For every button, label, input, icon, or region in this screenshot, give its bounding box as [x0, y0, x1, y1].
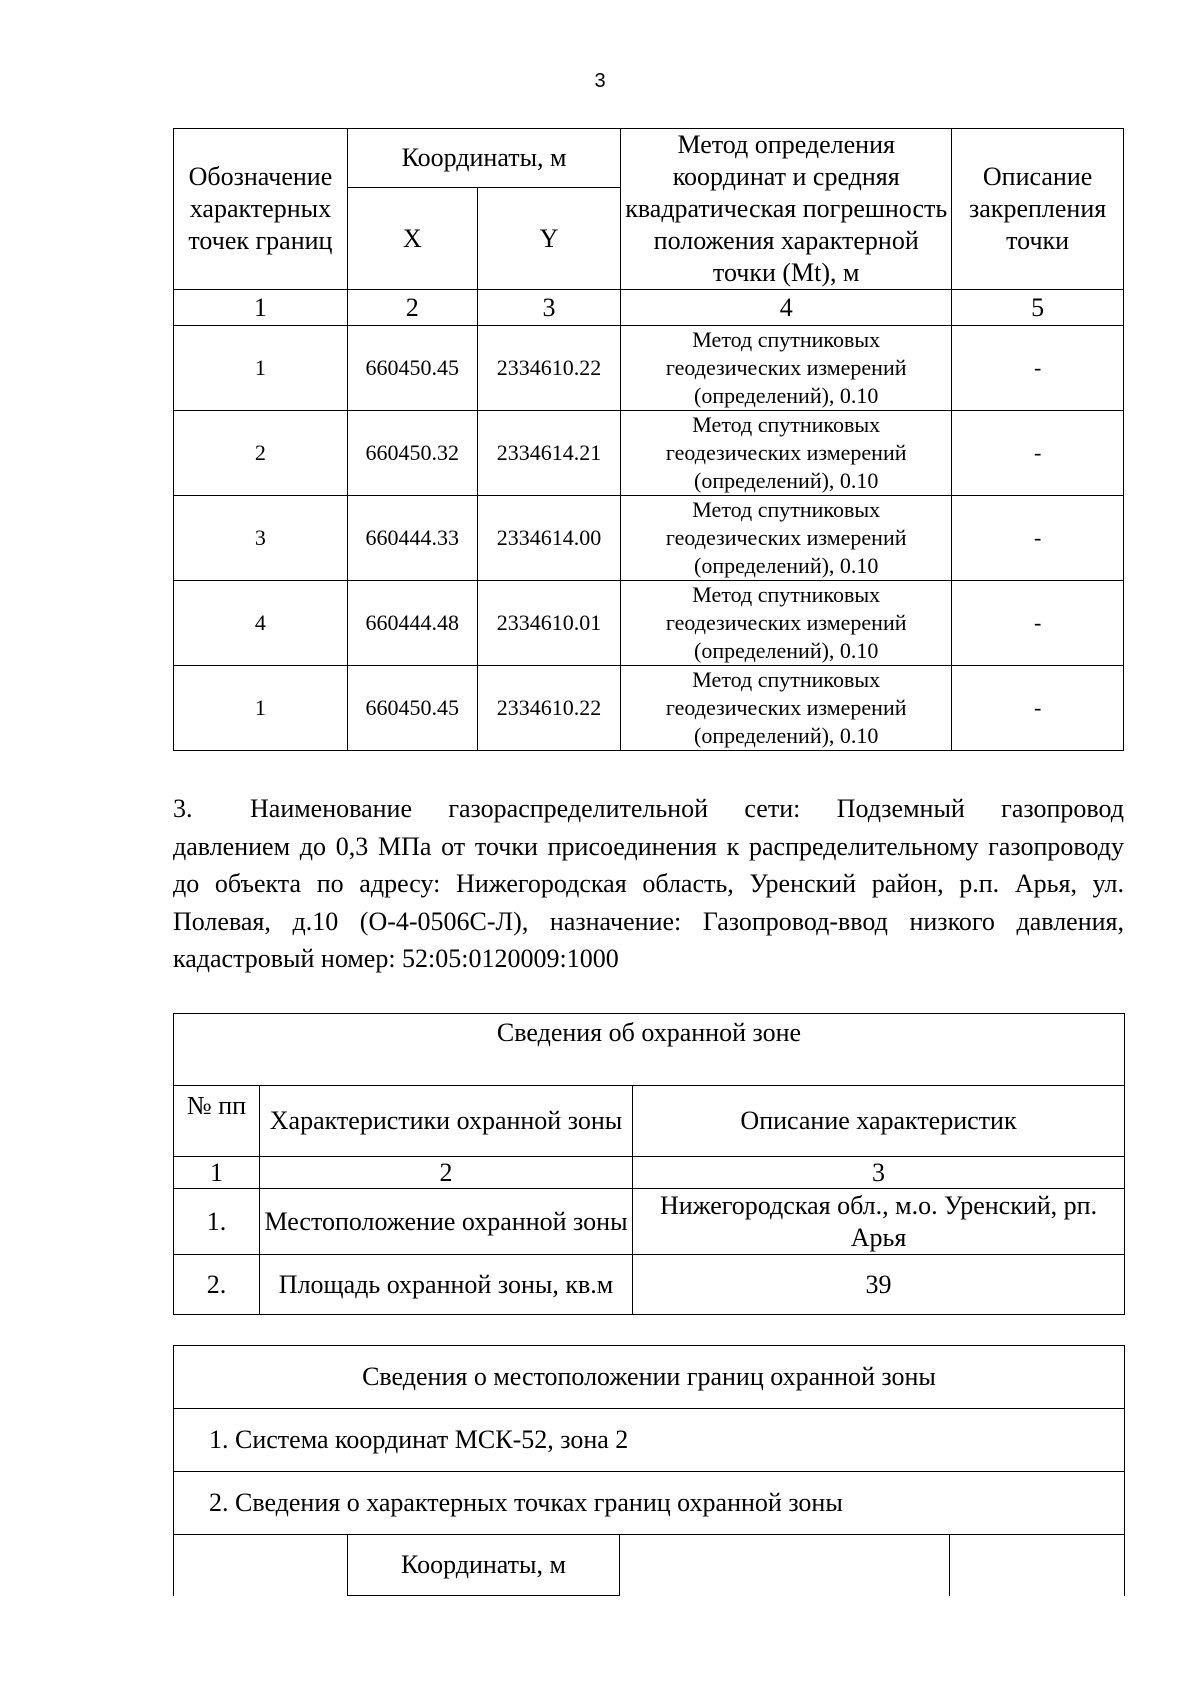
empty-cell [174, 1535, 348, 1596]
characteristic-cell: Местоположение охранной зоны [260, 1189, 633, 1255]
header-characteristic: Характеристики охранной зоны [260, 1086, 633, 1157]
y-cell: 2334614.21 [477, 411, 621, 496]
x-cell: 660450.45 [347, 326, 477, 411]
column-number: 2 [347, 290, 477, 326]
header-coordinates: Координаты, м [347, 129, 620, 188]
table-row [174, 496, 1124, 581]
x-cell: 660444.48 [347, 581, 477, 666]
boundary-points-row: 2. Сведения о характерных точках границ охранной зоны [174, 1472, 1125, 1535]
method-cell: Метод спутниковых геодезических измерений (определений), 0.10 [621, 326, 952, 411]
column-number: 1 [174, 290, 348, 326]
method-cell: Метод спутниковых геодезических измерений (определений), 0.10 [621, 581, 952, 666]
table-row [174, 326, 1124, 411]
description-cell: 39 [633, 1255, 1125, 1315]
column-number: 1 [174, 1157, 260, 1189]
y-cell: 2334614.00 [477, 496, 621, 581]
x-cell: 660444.33 [347, 496, 477, 581]
empty-cell [950, 1535, 1125, 1596]
point-cell: 1 [174, 666, 348, 751]
fixing-cell: - [952, 496, 1124, 581]
point-cell: 2 [174, 411, 348, 496]
fixing-cell: - [952, 581, 1124, 666]
table-row [174, 581, 1124, 666]
section-3-paragraph [173, 790, 1124, 978]
column-number: 3 [477, 290, 621, 326]
column-number: 3 [633, 1157, 1125, 1189]
column-number: 2 [260, 1157, 633, 1189]
protection-zone-title: Сведения об охранной зоне [174, 1014, 1125, 1086]
fixing-cell: - [952, 411, 1124, 496]
fixing-cell: - [952, 326, 1124, 411]
section-3-number: 3. [173, 794, 193, 823]
row-num-cell: 2. [174, 1255, 260, 1315]
y-cell: 2334610.22 [477, 666, 621, 751]
x-cell: 660450.45 [347, 666, 477, 751]
boundary-points-table [173, 128, 1124, 751]
method-cell: Метод спутниковых геодезических измерений (определений), 0.10 [621, 496, 952, 581]
header-description: Описание характеристик [633, 1086, 1125, 1157]
header-x: X [347, 188, 477, 290]
characteristic-cell: Площадь охранной зоны, кв.м [260, 1255, 633, 1315]
zone-boundary-title: Сведения о местоположении границ охранной зоны [174, 1346, 1125, 1409]
method-cell: Метод спутниковых геодезических измерений (определений), 0.10 [621, 666, 952, 751]
table-row [174, 1189, 1125, 1255]
description-cell: Нижегородская обл., м.о. Уренский, рп. Арья [633, 1189, 1125, 1255]
table-row [174, 411, 1124, 496]
header-point-designation: Обозначение характерных точек границ [174, 129, 348, 290]
protection-zone-table [173, 1013, 1125, 1315]
empty-cell [620, 1535, 950, 1596]
y-cell: 2334610.01 [477, 581, 621, 666]
header-fixing: Описание закрепления точки [952, 129, 1124, 290]
coordinates-header: Координаты, м [348, 1535, 620, 1596]
column-number: 4 [621, 290, 952, 326]
fixing-cell: - [952, 666, 1124, 751]
point-cell: 4 [174, 581, 348, 666]
row-num-cell: 1. [174, 1189, 260, 1255]
column-number: 5 [952, 290, 1124, 326]
header-num: № пп [174, 1086, 260, 1157]
point-cell: 1 [174, 326, 348, 411]
point-cell: 3 [174, 496, 348, 581]
table-row [174, 666, 1124, 751]
method-cell: Метод спутниковых геодезических измерений (определений), 0.10 [621, 411, 952, 496]
coordinate-system-row: 1. Система координат МСК-52, зона 2 [174, 1409, 1125, 1472]
header-y: Y [477, 188, 621, 290]
header-method: Метод определения координат и средняя квадратическая погрешность положения характерной точки (Mt), м [621, 129, 952, 290]
x-cell: 660450.32 [347, 411, 477, 496]
page-number: 3 [594, 70, 606, 92]
zone-boundary-table [173, 1345, 1125, 1596]
section-3-text: Наименование газораспределительной сети: Подземный газопровод давлением до 0,3 МПа от точки присоединения к распределительному газопроводу до объекта по адресу: Нижегородская область, Уренский район, р.п. Арья, ул. Полевая, д.10 (О-4-0506С-Л), назначение: Газопровод-ввод низкого давления, кадастровый номер: 52:05:0120009:1000 [173, 794, 1124, 973]
table-row [174, 1255, 1125, 1315]
y-cell: 2334610.22 [477, 326, 621, 411]
